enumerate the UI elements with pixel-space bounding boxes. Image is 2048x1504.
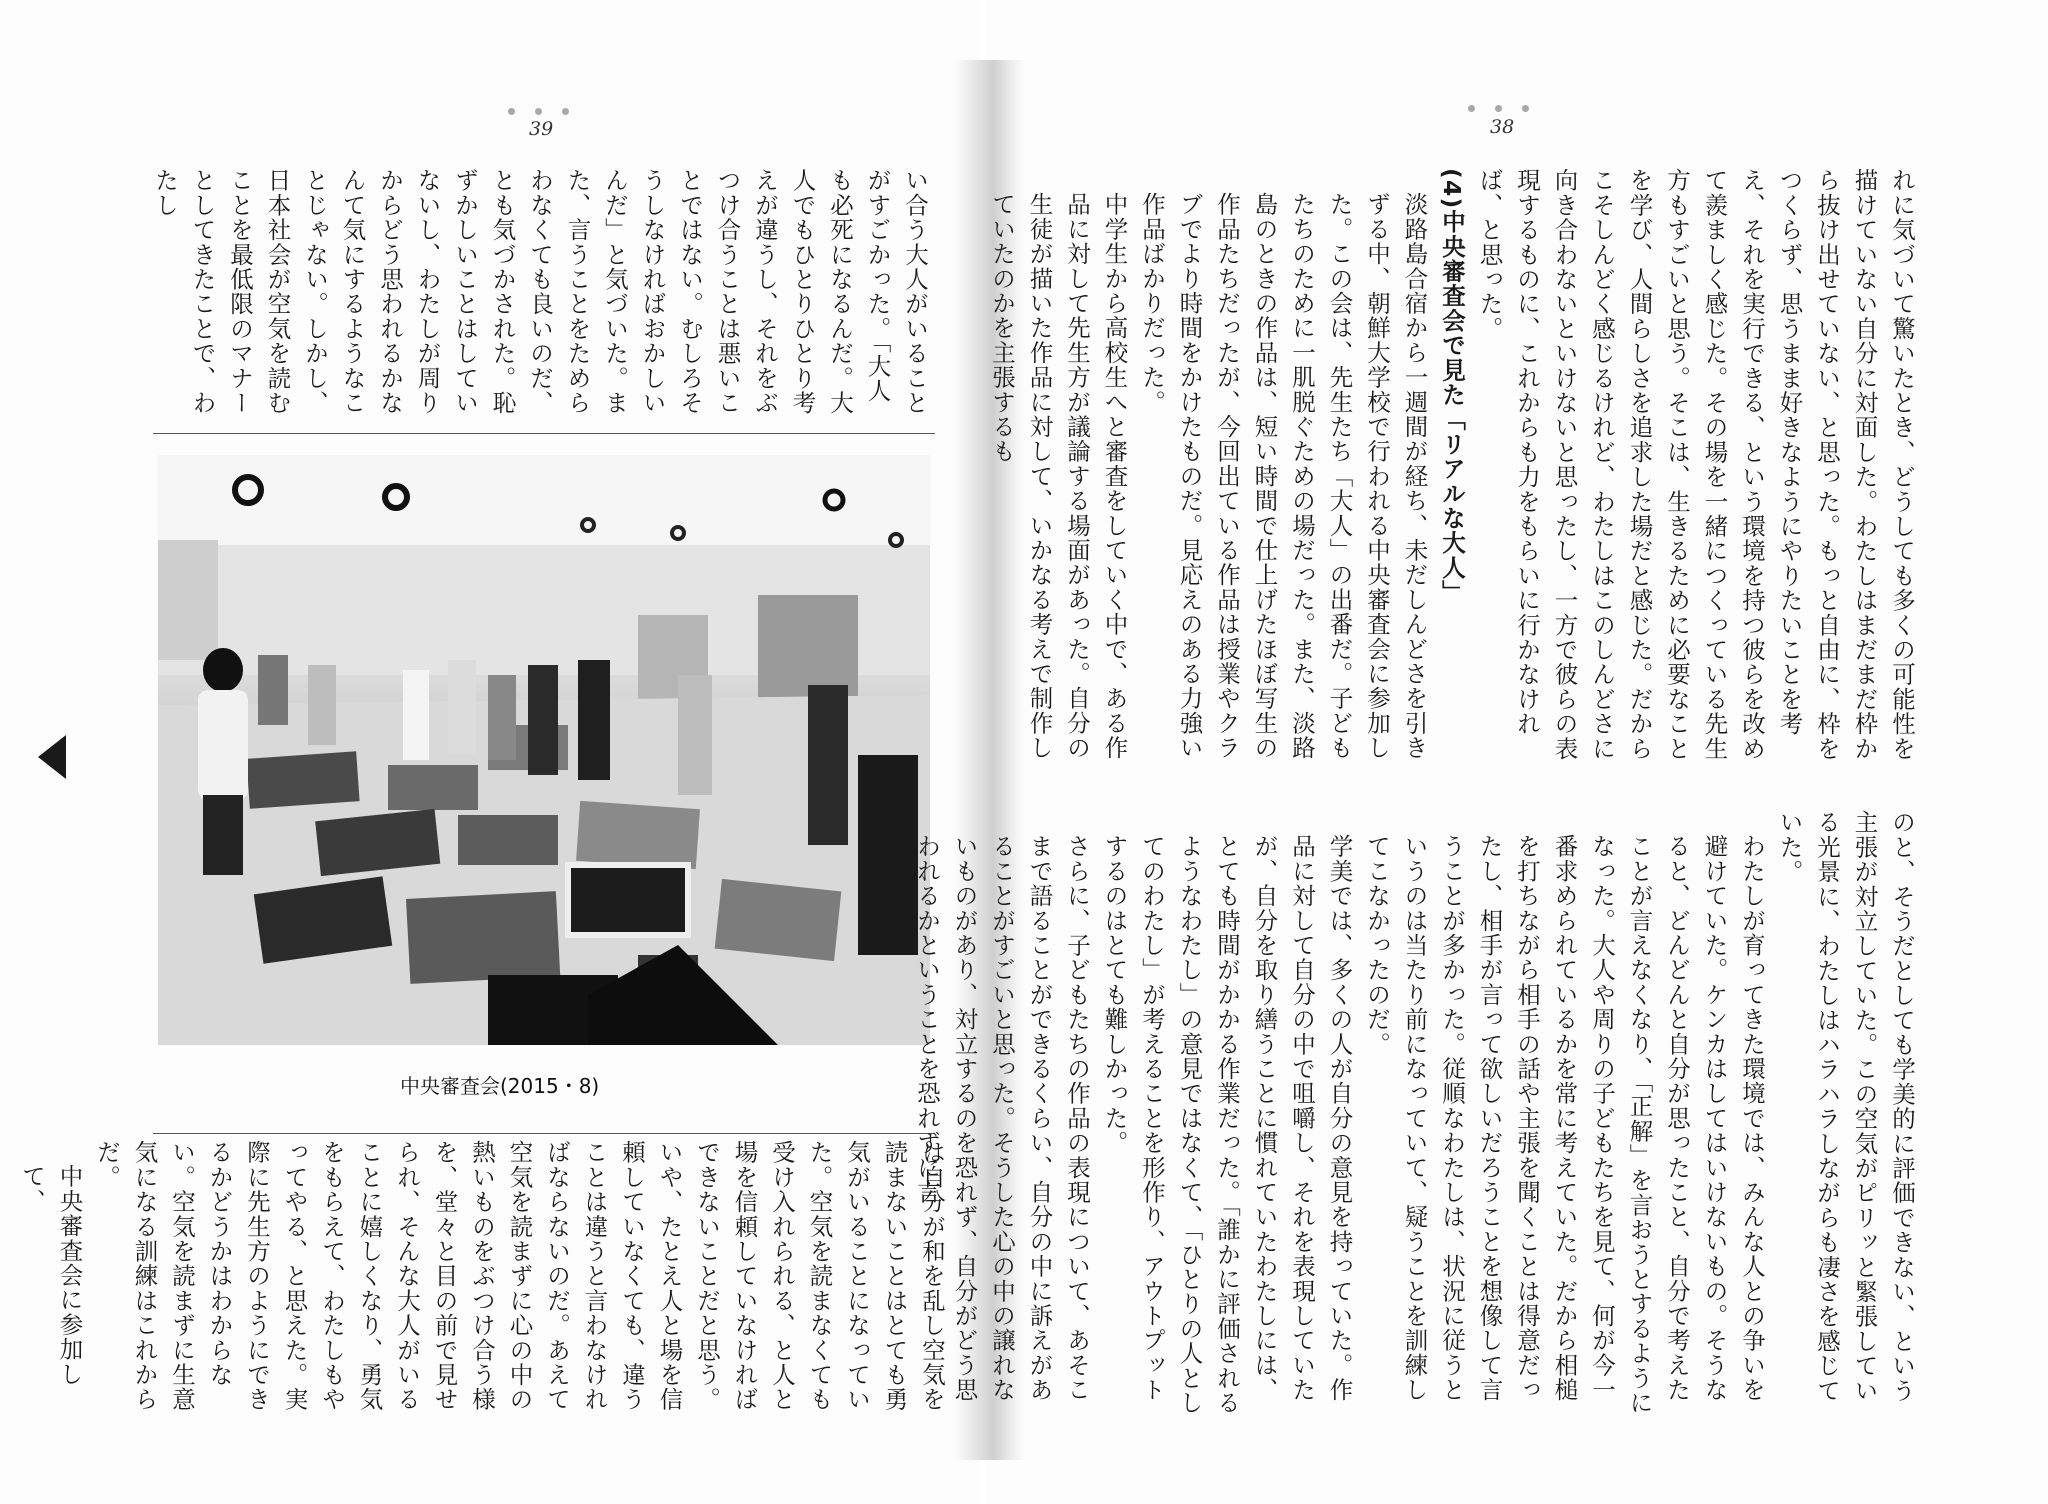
paragraph: 学美では、多くの人が自分の意見を持っていた。作品に対して自分の中で咀嚼し、それを表現していたが、自分を取り繕うことに慣れていたわたしには、とても時間がかかる作業だった。「誰かに評価されるようなわたし」の意見ではなくて、「ひとりの人としてのわたし」が考えることを形作り、アウトプットするのはとても難しかった。 xyxy=(1100,833,1354,1415)
triangle-left-icon[interactable] xyxy=(38,735,66,779)
paragraph: れに気づいて驚いたとき、どうしても多くの可能性を描けていない自分に対面した。わたしはまだまだ枠から抜け出せていない、と思った。もっと自由に、枠をつくらず、思うまま好きなようにやりたいことを考え、それを実行できる、という環境を持つ彼らを改めて羨ましく感じた。その場を一緒につくっている先生方もすごいと思う。そこは、生きるために必要なことを学び、人間らしさを追求した場だと感じた。だからこそしんどく感じるけれど、わたしはこのしんどさに向き合わないといけないと思ったし、一方で彼らの表現するものに、これからも力をもらいに行かなければ、と思った。 xyxy=(1475,168,1916,761)
left-bottom-text xyxy=(18,1140,950,1420)
paragraph: い合う大人がいることがすごかった。「大人も必死になるんだ。大人でもひとりひとり考えが違うし、それをぶつけ合うことは悪いことではない。むしろそうしなければおかしいんだ」と気づいた。また、言うことをためらわなくても良いのだ、とも気づかされた。恥ずかしいことはしていないし、わたしが周りからどう思われるかなんて気にするようなことじゃない。しかし、日本社会が空気を読むことを最低限のマナーとしてきたことで、わたし xyxy=(151,168,929,415)
photo-caption: 中央審査会(2015・8) xyxy=(400,1074,600,1098)
page-number-left: 39 xyxy=(529,118,554,140)
photo-central-review xyxy=(158,455,930,1045)
paragraph: さらに、子どもたちの作品の表現について、あそこまで語ることができるくらい、自分の中に訴えがあることがすごいと思った。そうした心の中の譲れないものがあり、対立するのを恐れず、自分がどう思われるかということを恐れずに言 xyxy=(913,833,1091,1402)
paragraph: 中学生から高校生へと審査をしていく中で、ある作品に対して先生方が議論する場面があった。自分の生徒が描いた作品に対して、いかなる考えで制作していたのかを主張するも xyxy=(988,191,1129,760)
paragraph: 中央審査会に参加して、 xyxy=(18,1163,84,1386)
page-ornament-left xyxy=(508,108,569,115)
page-ornament-right xyxy=(1468,105,1529,112)
page-number-right: 38 xyxy=(1490,116,1515,138)
section-heading: (4)中央審査会で見た「リアルな大人」 xyxy=(1438,168,1466,605)
paragraph: 淡路島合宿から一週間が経ち、未だしんどさを引きずる中、朝鮮大学校で行われる中央審査会に参加した。この会は、先生たち「大人」の出番だ。子どもたちのために一肌脱ぐための場だった。また、淡路島のときの作品は、短い時間で仕上げたほぼ写生の作品たちだったが、今回出ている作品は授業やクラブでより時間をかけたものだ。見応えのある力強い作品ばかりだった。 xyxy=(1138,191,1429,760)
paragraph: は自分が和を乱し空気を読まないことはとても勇気がいることになっていた。空気を読まなくても受け入れられる、と人と場を信頼していなければできないことだと思う。いや、たとえ人と場を信頼していなくても、違うことは違うと言わなければならないのだ。あえて空気を読まずに心の中の熱いものをぶつけ合う様を、堂々と目の前で見せられ、そんな大人がいることに嬉しくなり、勇気をもらえて、わたしもやってやる、と思えた。実際に先生方のようにできるかどうかはわからない。空気を読まずに生意気になる訓練はこれからだ。 xyxy=(93,1140,946,1412)
paragraph: のと、そうだとしても学美的に評価できない、という主張が対立していた。この空気がピリッと緊張している光景に、わたしはハラハラしながらも凄さを感じていた。 xyxy=(1775,810,1916,1403)
divider-top xyxy=(153,433,935,434)
left-top-text xyxy=(151,168,933,418)
right-bottom-text xyxy=(913,810,1920,1420)
right-top-text xyxy=(988,168,1920,768)
paragraph: わたしが育ってきた環境では、みんな人との争いを避けていた。ケンカはしてはいけないもの。そうなると、どんどんと自分が思ったこと、自分で考えたことが言えなくなり、「正解」を言おうとするようになった。大人や周りの子どもたちを見て、何が今一番求められているかを常に考えていた。だから相槌を打ちながら相手の話や主張を聞くことは得意だったし、相手が言って欲しいだろうことを想像して言うことが多かった。従順なわたしは、状況に従うというのは当たり前になっていて、疑うことを訓練してこなかったのだ。 xyxy=(1363,833,1766,1415)
divider-bottom xyxy=(153,1133,935,1134)
